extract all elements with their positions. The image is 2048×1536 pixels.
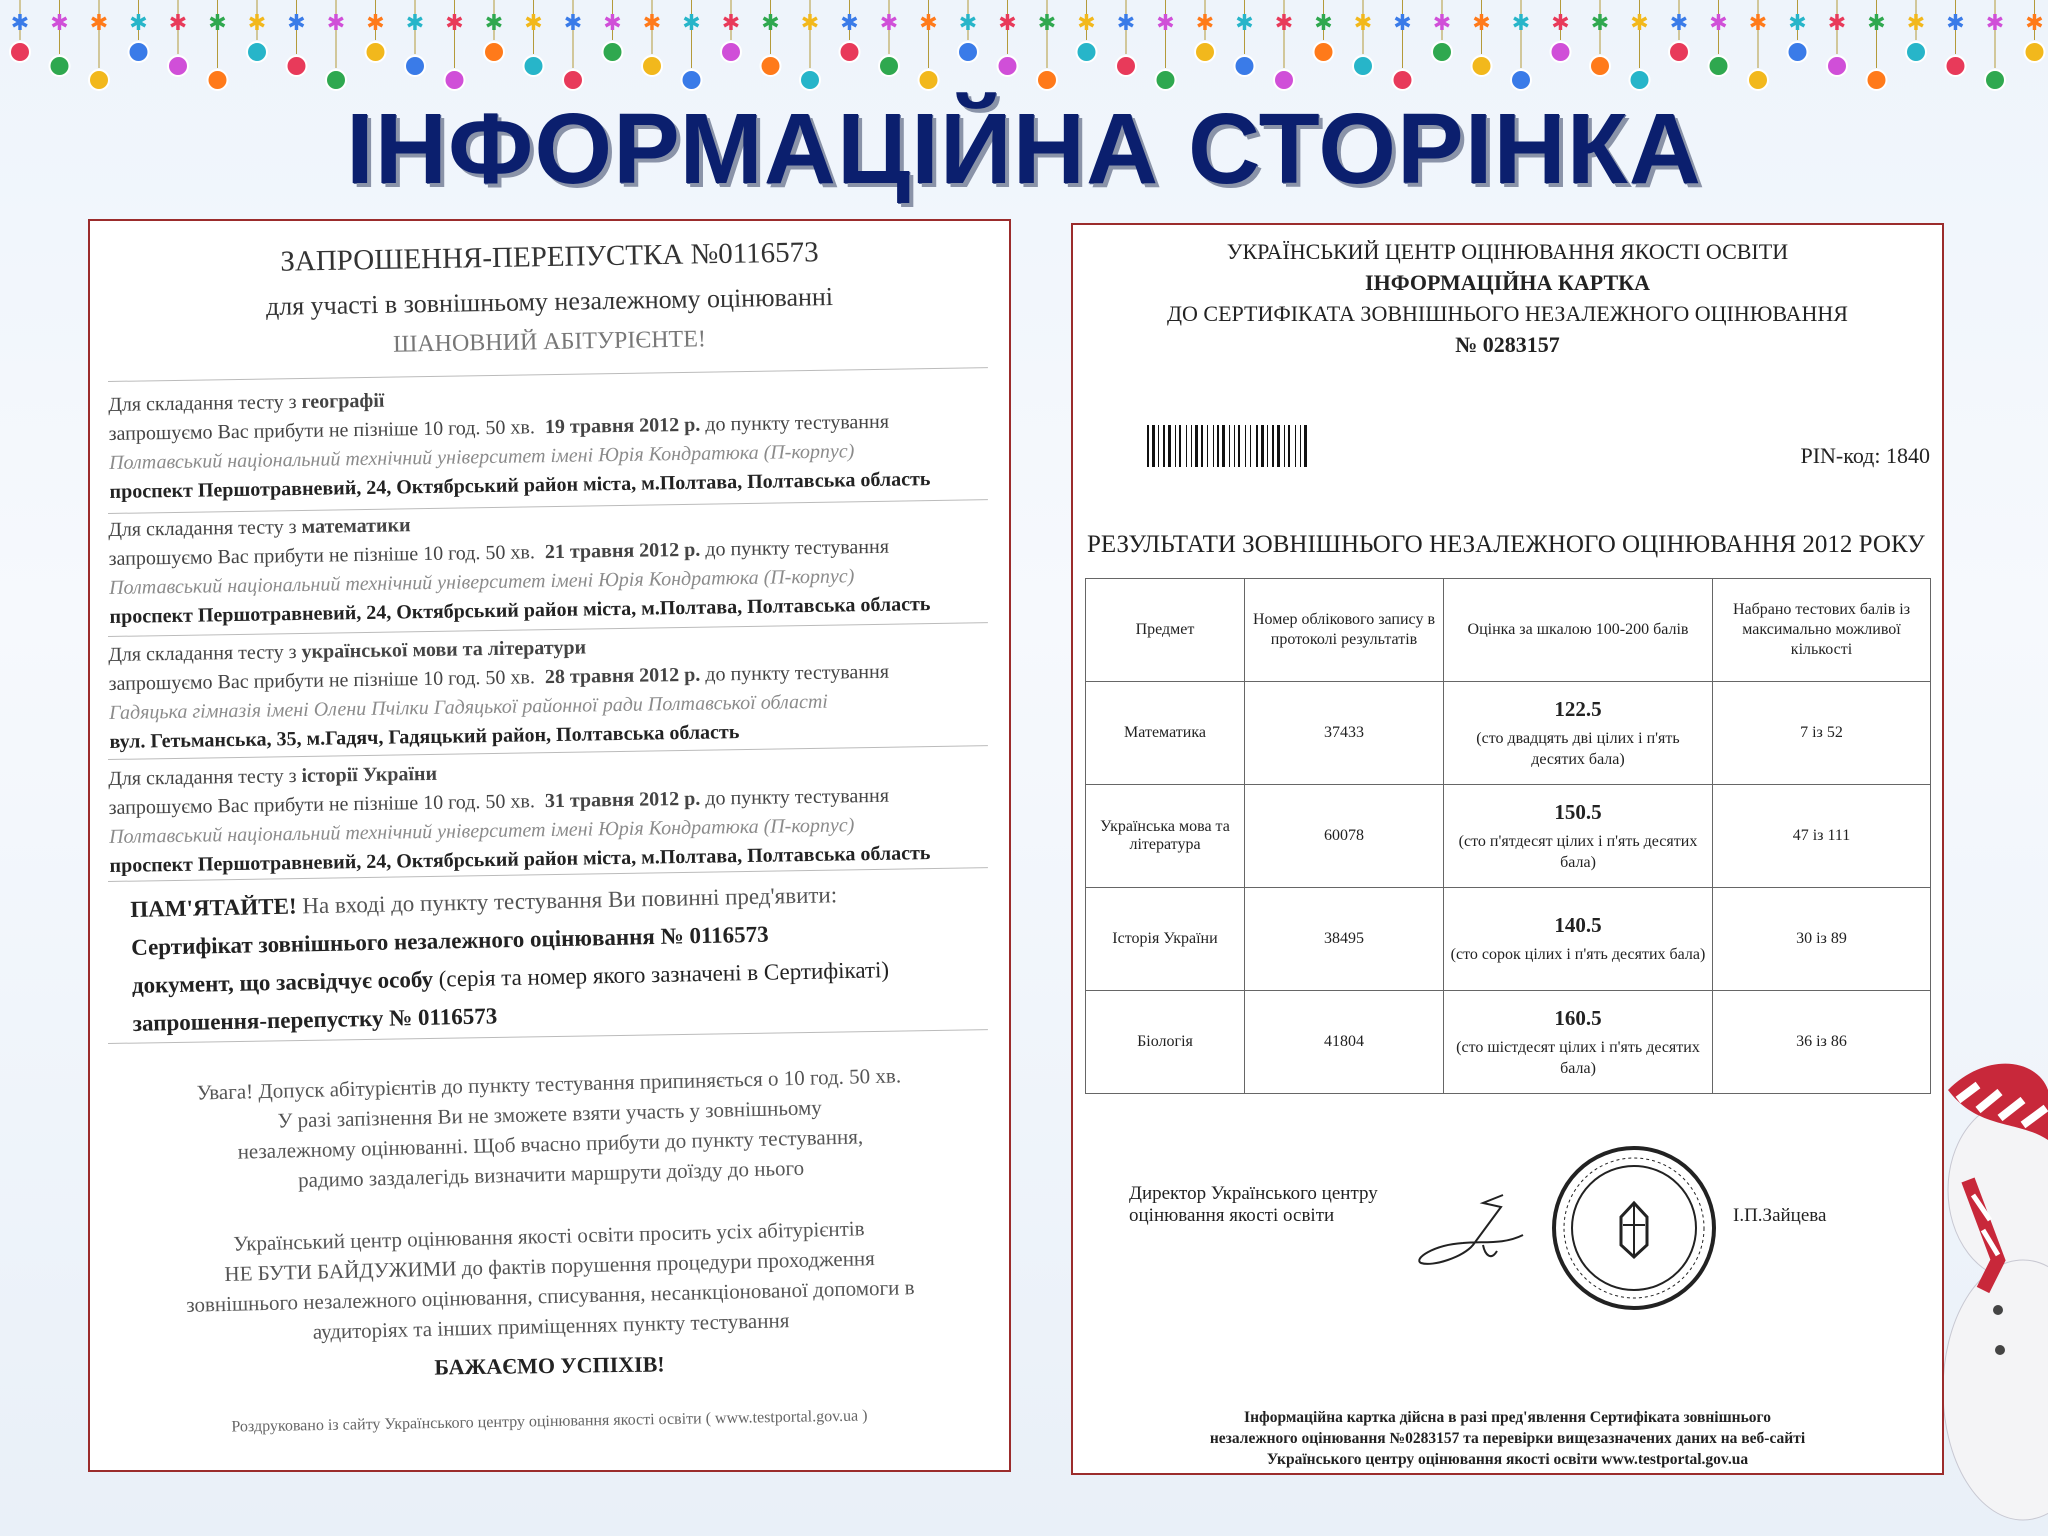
column-header: Оцінка за шкалою 100-200 балів [1444,579,1713,682]
svg-text:✱: ✱ [1551,10,1570,35]
test-date: 21 травня 2012 р. [544,538,701,564]
svg-text:✱: ✱ [1788,10,1807,35]
svg-text:✱: ✱ [1156,10,1175,35]
row-points: 30 із 89 [1713,888,1931,991]
pass-title: ЗАПРОШЕННЯ-ПЕРЕПУСТКА №0116573 [280,236,819,278]
svg-text:✱: ✱ [168,10,188,35]
svg-text:✱: ✱ [1116,10,1136,35]
svg-text:✱: ✱ [1393,10,1412,35]
test-date: 19 травня 2012 р. [544,413,701,439]
svg-text:✱: ✱ [1630,10,1649,35]
svg-text:✱: ✱ [326,10,346,35]
svg-text:✱: ✱ [958,10,978,35]
svg-text:✱: ✱ [1867,10,1886,35]
svg-text:✱: ✱ [1195,10,1215,35]
svg-text:✱: ✱ [1077,10,1096,35]
svg-text:✱: ✱ [840,10,859,35]
row-score: 160.5 (сто шістдесят цілих і п'ять десятих бала) [1444,991,1713,1094]
row-record: 38495 [1245,888,1444,991]
slide-title: ІНФОРМАЦІЙНА СТОРІНКА [345,93,1702,205]
director-title: Директор Українського центру оцінювання якості освіти [1129,1183,1378,1226]
test-block-2: Для складання тесту з української мови та літератури запрошуємо Вас прибути не пізніше 10 год. 50 хв. 28 травня 2012 р. до пункту тестування Гадяцька гімназія імені Олени Пчілки Гадяцької районної ради Полтавської області вул. Гетьманська, 35, м.Гадяч, Гадяцький район, Полтавська область [108,627,990,757]
remember-label: ПАМ'ЯТАЙТЕ! [130,893,297,922]
row-score: 122.5 (сто двадцять дві цілих і п'ять десятих бала) [1444,682,1713,785]
svg-text:✱: ✱ [721,10,741,35]
svg-text:✱: ✱ [89,10,109,35]
info-card-document [1071,223,1944,1475]
remember-item: Сертифікат зовнішнього незалежного оцінювання № 0116573 [130,921,769,960]
svg-text:✱: ✱ [1748,10,1768,35]
test-address: проспект Першотравневий, 24, Октябрський район міста, м.Полтава, Полтавська область [109,842,931,877]
svg-text:✱: ✱ [1235,10,1254,35]
remember-item: документ, що засвідчує особу [131,966,434,998]
svg-text:✱: ✱ [761,10,780,35]
row-points: 36 із 86 [1713,991,1931,1094]
test-address: проспект Першотравневий, 24, Октябрський район міста, м.Полтава, Полтавська область [109,593,931,628]
snowman-decoration [1928,1030,2048,1536]
svg-text:✱: ✱ [800,10,820,35]
test-venue: Полтавський національний технічний університет імені Юрія Кондратюка (П-корпус) [108,565,855,599]
svg-text:✱: ✱ [682,10,701,35]
row-subject: Українська мова та література [1086,785,1245,888]
pin-code: PIN-код: 1840 [1800,443,1930,468]
svg-text:✱: ✱ [1274,10,1294,35]
svg-text:✱: ✱ [445,10,464,35]
card-title: ІНФОРМАЦІЙНА КАРТКА [1365,270,1650,295]
svg-text:✱: ✱ [247,10,267,35]
results-title: РЕЗУЛЬТАТИ ЗОВНІШНЬОГО НЕЗАЛЕЖНОГО ОЦІНЮВАННЯ 2012 РОКУ [1087,531,1925,558]
svg-text:✱: ✱ [1353,10,1373,35]
svg-text:✱: ✱ [1432,10,1452,35]
svg-text:✱: ✱ [1827,10,1847,35]
column-header: Набрано тестових балів із максимально можливої кількості [1713,579,1931,682]
official-stamp-icon [1551,1145,1717,1311]
test-subject: географії [301,389,385,413]
pass-greeting: ШАНОВНИЙ АБІТУРІЄНТЕ! [392,326,707,358]
row-score: 150.5 (сто п'ятдесят цілих і п'ять десятих бала) [1444,785,1713,888]
test-block-0: Для складання тесту з географії запрошуємо Вас прибути не пізніше 10 год. 50 хв. 19 травня 2012 р. до пункту тестування Полтавський національний технічний університет імені Юрія Кондратюка (П-корпус) проспект Першотравневий, 24, Октябрський район міста, м.Полтава, Полтавська область [108,377,990,507]
test-block-1: Для складання тесту з математики запрошуємо Вас прибути не пізніше 10 год. 50 хв. 21 травня 2012 р. до пункту тестування Полтавський національний технічний університет імені Юрія Кондратюка (П-корпус) проспект Першотравневий, 24, Октябрський район міста, м.Полтава, Полтавська область [108,502,990,632]
row-record: 37433 [1245,682,1444,785]
table-row [1086,682,1931,785]
svg-text:✱: ✱ [2025,10,2044,35]
column-header: Номер облікового запису в протоколі результатів [1245,579,1444,682]
svg-text:✱: ✱ [129,10,148,35]
svg-text:✱: ✱ [642,10,662,35]
row-subject: Біологія [1086,991,1245,1094]
svg-text:✱: ✱ [484,10,504,35]
svg-text:✱: ✱ [287,10,306,35]
svg-text:✱: ✱ [405,10,425,35]
svg-text:✱: ✱ [998,10,1017,35]
svg-text:✱: ✱ [1906,10,1926,35]
row-record: 60078 [1245,785,1444,888]
barcode-icon [1147,425,1307,467]
svg-text:✱: ✱ [603,10,622,35]
warning-note: Увага! Допуск абітурієнтів до пункту тестування припиняється о 10 год. 50 хв. У разі запізнення Ви не зможете взяти участь у зовнішньому незалежному оцінюванні. Щоб вчасно прибути до пункту тестування, радимо заздалегідь визначити маршрути доїзду до нього [196,1063,902,1193]
svg-text:✱: ✱ [563,10,583,35]
svg-text:✱: ✱ [1590,10,1610,35]
table-row [1086,888,1931,991]
svg-text:✱: ✱ [1946,10,1965,35]
row-points: 47 із 111 [1713,785,1931,888]
signature-icon [1413,1185,1533,1275]
card-org: УКРАЇНСЬКИЙ ЦЕНТР ОЦІНЮВАННЯ ЯКОСТІ ОСВІТИ [1226,239,1789,264]
card-subtitle: ДО СЕРТИФІКАТА ЗОВНІШНЬОГО НЕЗАЛЕЖНОГО ОЦІНЮВАННЯ [1167,301,1848,326]
svg-text:✱: ✱ [50,10,69,35]
table-row [1086,991,1931,1094]
row-subject: Історія України [1086,888,1245,991]
card-number: № 0283157 [1455,332,1560,357]
svg-text:✱: ✱ [366,10,385,35]
test-date: 31 травня 2012 р. [544,787,701,813]
test-block-3: Для складання тесту з історії України запрошуємо Вас прибути не пізніше 10 год. 50 хв. 31 травня 2012 р. до пункту тестування Полтавський національний технічний університет імені Юрія Кондратюка (П-корпус) проспект Першотравневий, 24, Октябрський район міста, м.Полтава, Полтавська область [108,751,990,881]
pass-document [88,219,1011,1472]
svg-text:✱: ✱ [1985,10,2005,35]
test-subject: української мови та літератури [301,636,587,663]
table-header-row [1086,579,1931,682]
row-points: 7 із 52 [1713,682,1931,785]
test-subject: математики [301,514,411,538]
appeal-note: Український центр оцінювання якості освіти просить усіх абітурієнтів НЕ БУТИ БАЙДУЖИМИ до фактів порушення процедури проходження зовнішнього незалежного оцінювання, списування, несанкціонованої допомоги в аудиторіях та інших приміщеннях пункту тестування [185,1216,915,1344]
test-venue: Полтавський національний технічний університет імені Юрія Кондратюка (П-корпус) [108,814,855,848]
column-header: Предмет [1086,579,1245,682]
pass-subtitle: для участі в зовнішньому незалежному оцінюванні [265,282,834,321]
svg-text:✱: ✱ [879,10,899,35]
svg-text:✱: ✱ [919,10,938,35]
row-score: 140.5 (сто сорок цілих і п'ять десятих бала) [1444,888,1713,991]
remember-block: ПАМ'ЯТАЙТЕ! На вході до пункту тестування Ви повинні пред'явити: Сертифікат зовнішнього незалежного оцінювання № 0116573 документ, що засвідчує особу (серія та номер якого зазначені в Сертифікаті) запрошення-перепустку № 0116573 [130,873,993,1043]
svg-text:✱: ✱ [1037,10,1057,35]
test-venue: Полтавський національний технічний університет імені Юрія Кондратюка (П-корпус) [108,440,855,474]
svg-text:✱: ✱ [10,10,30,35]
svg-text:✱: ✱ [208,10,227,35]
test-address: проспект Першотравневий, 24, Октябрський район міста, м.Полтава, Полтавська область [109,468,931,503]
results-table [1085,578,1931,1094]
test-date: 28 травня 2012 р. [544,663,701,689]
svg-text:✱: ✱ [1314,10,1333,35]
printed-from: Роздруковано із сайту Українського центру оцінювання якості освіти ( www.testportal.gov.ua ) [231,1407,868,1436]
test-venue: Гадяцька гімназія імені Олени Пчілки Гадяцької районної ради Полтавської області [108,690,829,724]
svg-text:✱: ✱ [1472,10,1491,35]
row-subject: Математика [1086,682,1245,785]
test-subject: історії України [301,762,438,787]
svg-text:✱: ✱ [1669,10,1689,35]
remember-item: запрошення-перепустку № 0116573 [132,1003,498,1036]
card-footnote: Інформаційна картка дійсна в разі пред'явлення Сертифіката зовнішнього незалежного оцінювання №0283157 та перевірки вищезазначених даних на веб-сайті Українського центру оцінювання якості освіти www.testportal.gov.ua [1209,1409,1806,1468]
row-record: 41804 [1245,991,1444,1094]
director-name: І.П.Зайцева [1733,1205,1827,1226]
table-row [1086,785,1931,888]
test-address: вул. Гетьманська, 35, м.Гадяч, Гадяцький район, Полтавська область [109,721,740,753]
svg-text:✱: ✱ [524,10,543,35]
wish-text: БАЖАЄМО УСПІХІВ! [434,1351,665,1380]
svg-text:✱: ✱ [1709,10,1728,35]
svg-text:✱: ✱ [1511,10,1531,35]
